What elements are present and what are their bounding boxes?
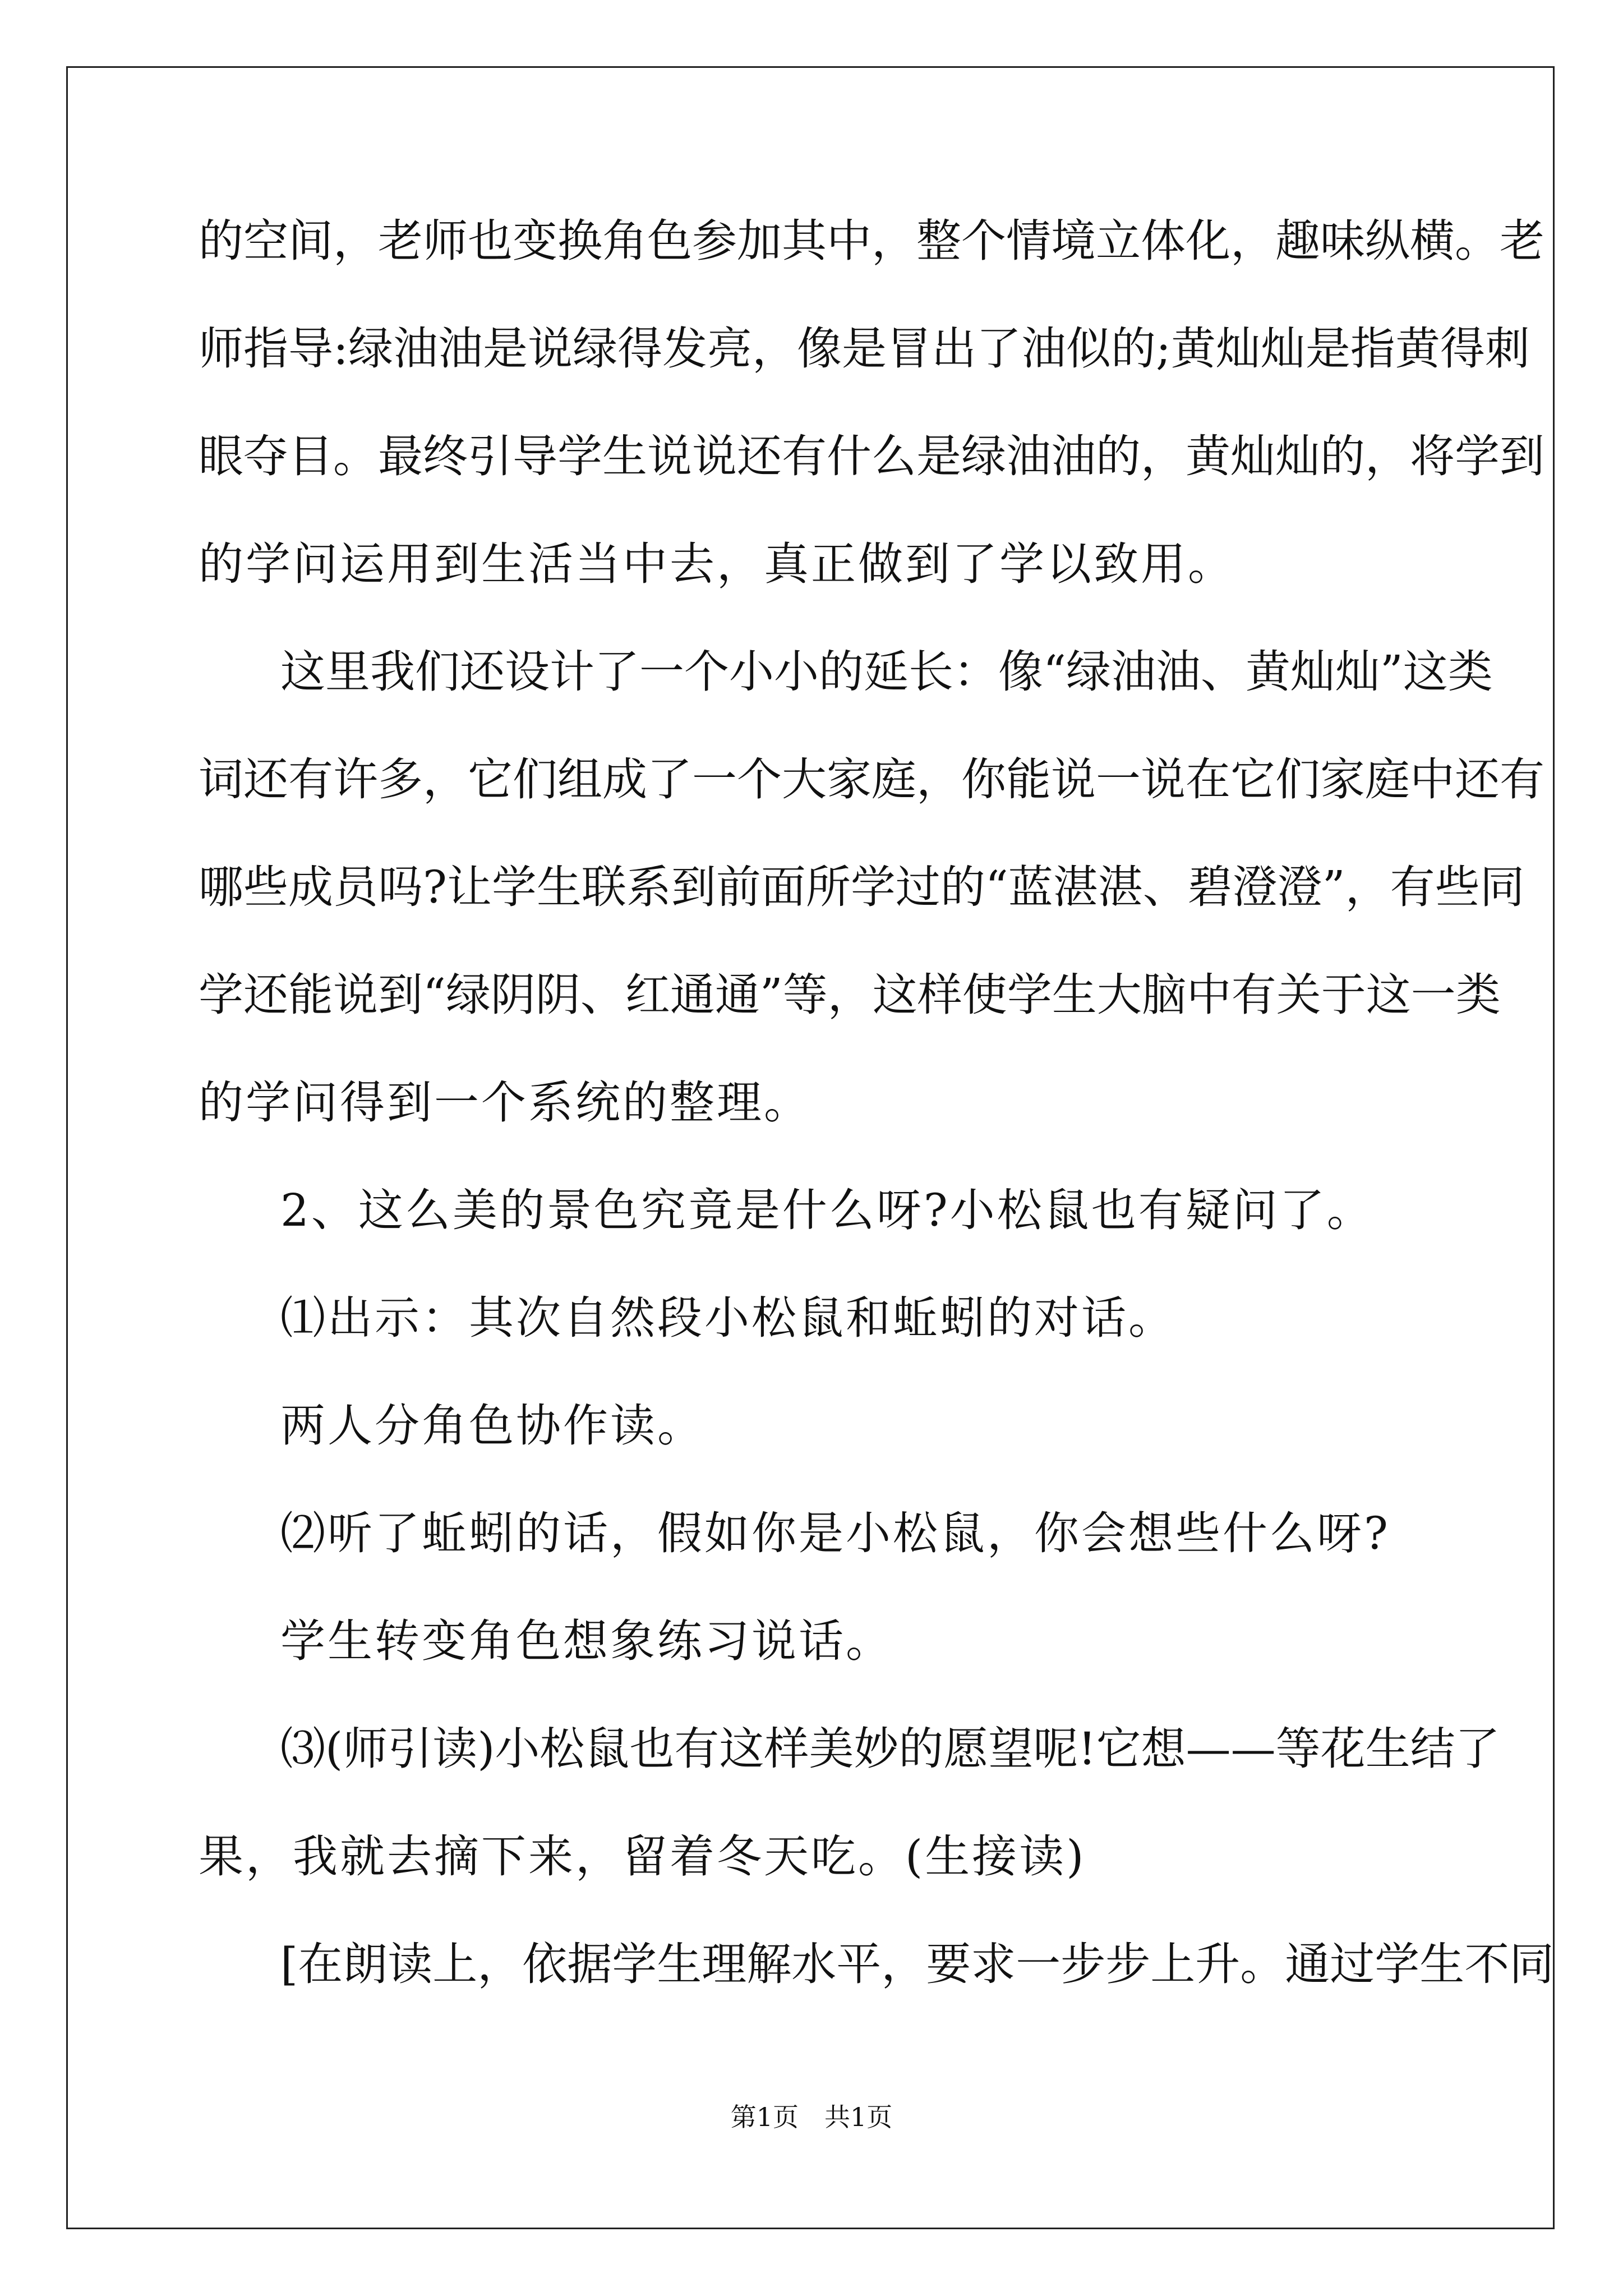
text-line-9: 的学问得到一个系统的整理。 <box>199 1076 811 1129</box>
page-footer <box>0 2100 1623 2134</box>
text-line-15: ⑶(师引读)小松鼠也有这样美妙的愿望呢!它想——等花生结了 <box>280 1723 1500 1775</box>
text-line-12: 两人分角色协作读。 <box>280 1400 704 1452</box>
text-line-8: 学还能说到“绿阴阴、红通通”等，这样使学生大脑中有关于这一类 <box>199 969 1501 1021</box>
text-line-10: 2、这么美的景色究竟是什么呀?小松鼠也有疑问了。 <box>280 1184 1374 1236</box>
text-line-16: 果，我就去摘下来，留着冬天吃。(生接读) <box>199 1830 1086 1883</box>
text-line-17: [在朗读上，依据学生理解水平，要求一步步上升。通过学生不同 <box>280 1938 1555 1990</box>
text-line-11: ⑴出示：其次自然段小松鼠和蚯蚓的对话。 <box>280 1292 1175 1344</box>
text-line-7: 哪些成员吗?让学生联系到前面所学过的“蓝湛湛、碧澄澄”，有些同 <box>199 861 1525 913</box>
text-line-1: 的空间，老师也变换角色参加其中，整个情境立体化，趣味纵横。老 <box>199 215 1544 267</box>
text-line-4: 的学问运用到生活当中去，真正做到了学以致用。 <box>199 538 1235 590</box>
text-line-2: 师指导:绿油油是说绿得发亮，像是冒出了油似的;黄灿灿是指黄得刺 <box>199 323 1530 375</box>
text-line-3: 眼夺目。最终引导学生说说还有什么是绿油油的，黄灿灿的，将学到 <box>199 430 1544 482</box>
page-number-label: 第1页 共1页 <box>730 2102 893 2132</box>
text-line-6: 词还有许多，它们组成了一个大家庭，你能说一说在它们家庭中还有 <box>199 753 1544 806</box>
page-frame <box>66 66 1555 2229</box>
text-line-14: 学生转变角色想象练习说话。 <box>280 1615 893 1667</box>
text-line-5: 这里我们还设计了一个小小的延长：像“绿油油、黄灿灿”这类 <box>280 646 1493 698</box>
text-line-13: ⑵听了蚯蚓的话，假如你是小松鼠，你会想些什么呀? <box>280 1507 1390 1559</box>
